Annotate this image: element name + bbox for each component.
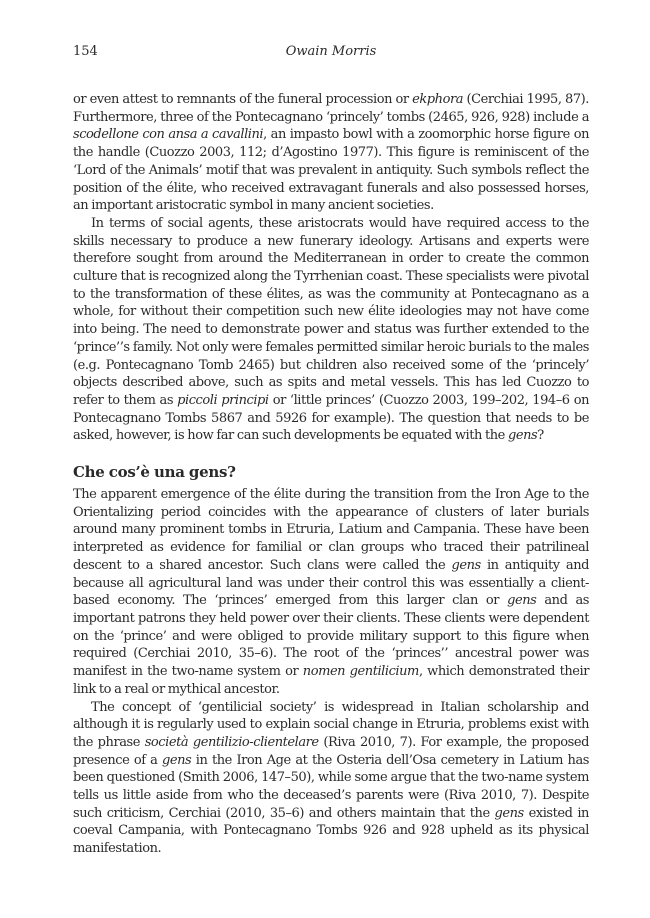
page-number: 154	[73, 44, 98, 59]
paragraph-4: The concept of ‘gentilicial society’ is widespread in Italian scholarship and although it is regularly used to explain social change in Etruria, problems exist with the phrase società gentilizio-clientelare (Riva 2010, 7). For example, the proposed presence of a gens in the Iron Age at the Osteria dell’Osa cemetery in Latium has been questioned (Smith 2006, 147–50), while some argue that the two-name system tells us little aside from who the deceased’s parents were (Riva 2010, 7). Despite such criticism, Cerchiai (2010, 35–6) and others maintain that the gens existed in coeval Campania, with Pontecagnano Tombs 926 and 928 upheld as its physical manifestation.	[73, 699, 589, 857]
body-text	[73, 91, 589, 858]
running-head	[73, 44, 589, 64]
section-heading: Che cos’è una gens?	[73, 463, 236, 482]
running-head-author: Owain Morris	[285, 44, 377, 59]
paragraph-2: In terms of social agents, these aristocrats would have required access to the skills necessary to produce a new funerary ideology. Artisans and experts were therefore sought from around the Mediterranean in order to create the common culture that is recognized along the Tyrrhenian coast. These specialists were pivotal to the transformation of these élites, as was the community at Pontecagnano as a whole, for without their competition such new élite ideologies may not have come into being. The need to demonstrate power and status was further extended to the ‘prince’’s family. Not only were females permitted similar heroic burials to the males (e.g. Pontecagnano Tomb 2465) but children also received some of the ‘princely’ objects described above, such as spits and metal vessels. This has led Cuozzo to refer to them as piccoli principi or ‘little princes’ (Cuozzo 2003, 199–202, 194–6 on Pontecagnano Tombs 5867 and 5926 for example). The question that needs to be asked, however, is how far can such developments be equated with the gens?	[73, 215, 589, 444]
paragraph-3: The apparent emergence of the élite during the transition from the Iron Age to the Orientalizing period coincides with the appearance of clusters of later burials around many prominent tombs in Etruria, Latium and Campania. These have been interpreted as evidence for familial or clan groups who traced their patrilineal descent to a shared ancestor. Such clans were called the gens in antiquity and because all agricultural land was under their control this was essentially a client-based economy. The ‘princes’ emerged from this larger clan or gens and as important patrons they held power over their clients. These clients were dependent on the ‘prince’ and were obliged to provide military support to this figure when required (Cerchiai 2010, 35–6). The root of the ‘princes’’ ancestral power was manifest in the two-name system or nomen gentilicium, which demonstrated their link to a real or mythical ancestor.	[73, 487, 589, 697]
paragraph-1: or even attest to remnants of the funeral procession or ekphora (Cerchiai 1995, 87). Furthermore, three of the Pontecagnano ‘princely’ tombs (2465, 926, 928) include a scodellone con ansa a cavallini, an impasto bowl with a zoomorphic horse figure on the handle (Cuozzo 2003, 112; d’Agostino 1977). This figure is reminiscent of the ‘Lord of the Animals’ motif that was prevalent in antiquity. Such symbols reflect the position of the élite, who received extravagant funerals and also possessed horses, an important aristocratic symbol in many ancient societies.	[73, 92, 589, 214]
